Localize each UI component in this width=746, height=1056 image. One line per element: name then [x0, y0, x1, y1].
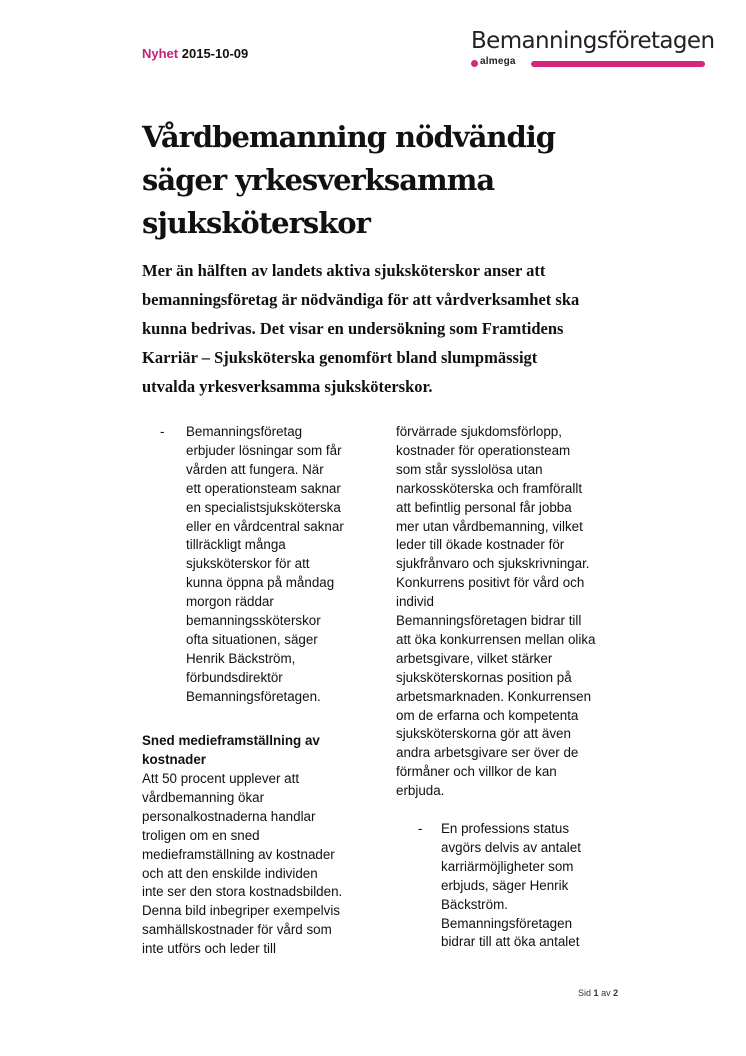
title-line: säger yrkesverksamma: [142, 163, 495, 197]
text-line: inte utförs och leder till: [142, 941, 276, 957]
text-line: Bemanningsföretagen.: [186, 688, 321, 704]
bullet-dash: -: [418, 821, 423, 836]
heading-line: kostnader: [142, 751, 206, 767]
text-line: leder till ökade kostnader för: [396, 537, 565, 553]
logo-name: Bemanningsföretagen: [471, 28, 715, 54]
text-line: arbetsgivare, vilket stärker: [396, 650, 553, 666]
logo-bar: [471, 58, 705, 69]
text-line: kunna öppna på måndag: [186, 575, 335, 591]
logo-sub: almega: [480, 56, 516, 67]
text-line: kostnader för operationsteam: [396, 442, 571, 458]
text-line: andra arbetsgivare ser över de: [396, 745, 579, 761]
news-label: [142, 46, 248, 61]
title-line: sjuksköterskor: [142, 206, 370, 240]
text-line: som står sysslolösa utan: [396, 461, 543, 477]
left-body-text: [142, 770, 362, 959]
text-line: en specialistsjuksköterska: [186, 499, 341, 515]
text-line: Denna bild inbegriper exempelvis: [142, 903, 340, 919]
lead-line: Karriär – Sjuksköterska genomfört bland slumpmässigt: [142, 348, 538, 367]
right-body-text-b: [396, 612, 616, 801]
text-line: Bemanningsföretag: [186, 424, 303, 439]
heading-line: Sned medieframställning av: [142, 733, 320, 748]
text-line: erbjuder lösningar som får: [186, 442, 342, 458]
page-of: av: [601, 988, 611, 998]
text-line: medieframställning av kostnader: [142, 846, 335, 862]
news-kind: Nyhet: [142, 46, 179, 61]
section-heading: [142, 732, 342, 770]
text-line: personalkostnaderna handlar: [142, 808, 316, 824]
text-line: sjuksköterskor för att: [186, 556, 310, 572]
text-line: erbjuda.: [396, 783, 445, 799]
quote-bullet-1: [186, 423, 346, 707]
bemanningsforetagen-logo: [471, 28, 715, 74]
bullet-dash: -: [160, 424, 165, 439]
page-number: [578, 988, 618, 998]
text-line: Att 50 procent upplever att: [142, 771, 300, 786]
news-date: 2015-10-09: [181, 46, 249, 61]
logo-accent-line: [531, 61, 705, 67]
text-line: troligen om en sned: [142, 827, 260, 843]
text-line: om de erfarna och kompetenta: [396, 707, 579, 723]
text-line: individ: [396, 594, 434, 610]
text-line: karriärmöjligheter som: [441, 858, 574, 874]
text-line: och att den enskilde individen: [142, 865, 318, 881]
logo-dot-icon: [471, 60, 478, 67]
text-line: samhällskostnader för vård som: [142, 922, 332, 938]
lead-line: Mer än hälften av landets aktiva sjuksköterskor anser att: [142, 261, 546, 280]
text-line: förmåner och villkor de kan: [396, 764, 557, 780]
text-line: narkossköterska och framförallt: [396, 480, 583, 496]
text-line: vården att fungera. När: [186, 461, 324, 477]
text-line: ett operationsteam saknar: [186, 480, 341, 496]
lead-line: utvalda yrkesverksamma sjuksköterskor.: [142, 377, 433, 396]
article-title: [142, 116, 602, 245]
text-line: eller en vårdcentral saknar: [186, 518, 344, 534]
text-line: tillräckligt många: [186, 537, 286, 553]
text-line: morgon räddar: [186, 594, 274, 610]
text-line: att öka konkurrensen mellan olika: [396, 631, 596, 647]
text-line: bemanningssköterskor: [186, 613, 321, 629]
page-total: 2: [613, 988, 619, 998]
title-line: Vårdbemanning nödvändig: [142, 120, 556, 154]
text-line: förvärrade sjukdomsförlopp,: [396, 424, 562, 439]
text-line: sjukfrånvaro och sjukskrivningar.: [396, 556, 590, 572]
text-line: sjuksköterskornas position på: [396, 669, 572, 685]
lead-line: bemanningsföretag är nödvändiga för att vårdverksamhet ska: [142, 290, 580, 309]
text-line: En professions status: [441, 821, 570, 836]
text-line: Henrik Bäckström,: [186, 650, 296, 666]
quote-bullet-2: [441, 820, 601, 952]
text-line: att befintlig personal får jobba: [396, 499, 572, 515]
text-line: sjuksköterskorna gör att även: [396, 726, 571, 742]
right-body-text-a: [396, 423, 616, 612]
text-line: ofta situationen, säger: [186, 631, 318, 647]
text-line: Bäckström.: [441, 896, 508, 912]
text-line: Bemanningsföretagen bidrar till: [396, 613, 582, 628]
text-line: bidrar till att öka antalet: [441, 934, 580, 950]
text-line: avgörs delvis av antalet: [441, 839, 581, 855]
lead-line: kunna bedrivas. Det visar en undersökning som Framtidens: [142, 319, 564, 338]
text-line: Bemanningsföretagen: [441, 915, 573, 931]
text-line: erbjuds, säger Henrik: [441, 877, 569, 893]
text-line: vårdbemanning ökar: [142, 789, 265, 805]
text-line: arbetsmarknaden. Konkurrensen: [396, 688, 592, 704]
article-lead: [142, 256, 622, 401]
text-line: Konkurrens positivt för vård och: [396, 575, 585, 591]
text-line: mer utan vårdbemanning, vilket: [396, 518, 583, 534]
page-prefix: Sid: [578, 988, 592, 998]
page-current: 1: [593, 988, 599, 998]
text-line: förbundsdirektör: [186, 669, 283, 685]
text-line: inte ser den stora kostnadsbilden.: [142, 884, 343, 900]
